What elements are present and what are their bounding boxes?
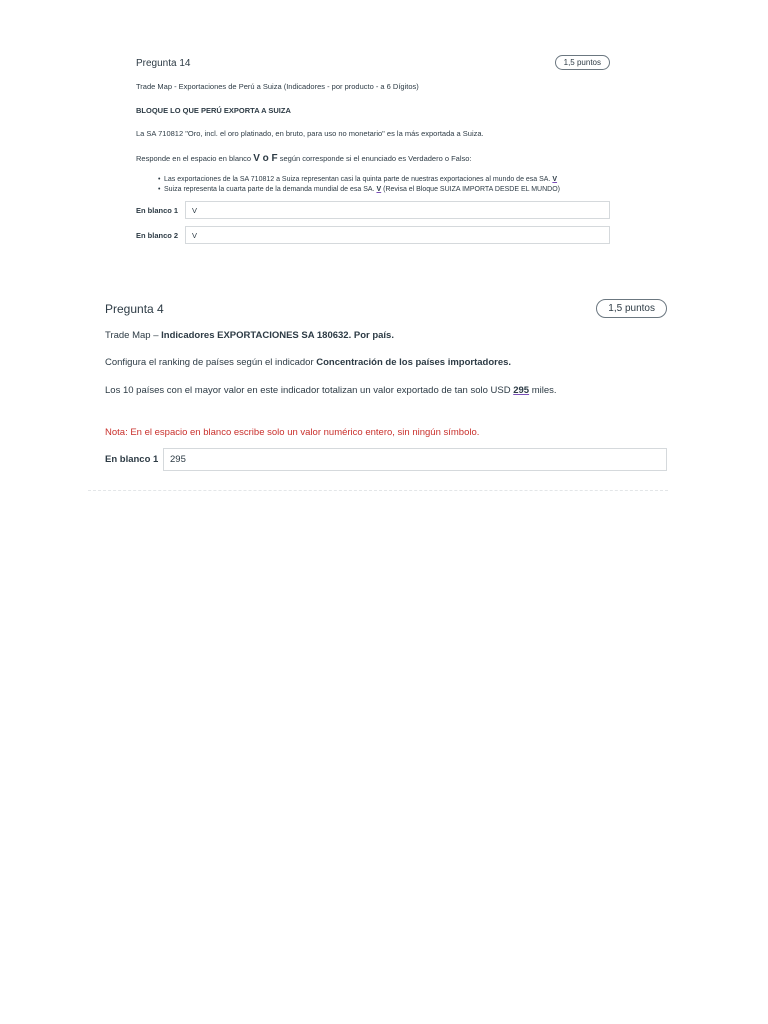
statement-item bbox=[158, 185, 588, 194]
question-line-1 bbox=[105, 330, 667, 342]
line3-answer: 295 bbox=[513, 384, 530, 396]
statement-text: Suiza representa la cuarta parte de la demanda mundial de esa SA. bbox=[164, 185, 375, 193]
question-line-3 bbox=[105, 385, 667, 397]
blank-input-1[interactable]: V bbox=[185, 201, 610, 219]
section-divider bbox=[88, 490, 668, 491]
statement-item bbox=[158, 175, 588, 184]
block-heading: BLOQUE LO QUE PERÚ EXPORTA A SUIZA bbox=[136, 105, 291, 115]
line2-text: Configura el ranking de países según el indicador bbox=[105, 357, 314, 369]
blank-row-2 bbox=[136, 226, 610, 244]
question-description: La SA 710812 "Oro, incl. el oro platinado, en bruto, para uso no monetario" es la más exportada a Suiza. bbox=[136, 128, 484, 138]
line2-bold: Concentración de los países importadores. bbox=[316, 357, 512, 369]
blank-input-1[interactable]: 295 bbox=[163, 448, 667, 471]
question-subtitle: Trade Map - Exportaciones de Perú a Suiza (Indicadores - por producto - a 6 Dígitos) bbox=[136, 82, 419, 91]
statement-answer: V bbox=[376, 185, 382, 193]
points-badge: 1,5 puntos bbox=[596, 299, 667, 318]
question-14-card bbox=[136, 52, 610, 244]
instruction-vf: V o F bbox=[253, 153, 278, 165]
question-note: Nota: En el espacio en blanco escribe solo un valor numérico entero, sin ningún símbolo. bbox=[105, 427, 480, 439]
statement-text: Las exportaciones de la SA 710812 a Suiza representan casi la quinta parte de nuestras exportaciones al mundo de esa SA. bbox=[164, 176, 551, 184]
line1-text: Trade Map – bbox=[105, 330, 159, 341]
statement-hint: (Revisa el Bloque SUIZA IMPORTA DESDE EL MUNDO) bbox=[383, 185, 560, 193]
question-line-2 bbox=[105, 357, 667, 369]
blank-label: En blanco 1 bbox=[136, 205, 179, 215]
statement-list bbox=[144, 175, 588, 194]
line3-post: miles. bbox=[531, 384, 557, 396]
instruction-post: según corresponde si el enunciado es Verdadero o Falso: bbox=[279, 154, 472, 164]
blank-row-1 bbox=[105, 448, 667, 471]
blank-label: En blanco 1 bbox=[105, 454, 159, 466]
blank-label: En blanco 2 bbox=[136, 230, 179, 240]
statement-answer: V bbox=[552, 176, 558, 184]
question-4-card bbox=[105, 296, 667, 471]
question-title: Pregunta 14 bbox=[136, 58, 191, 69]
question-instruction bbox=[136, 152, 610, 165]
blank-row-1 bbox=[136, 201, 610, 219]
line1-bold: Indicadores EXPORTACIONES SA 180632. Por país. bbox=[161, 330, 394, 341]
question-header bbox=[105, 296, 667, 320]
question-title: Pregunta 4 bbox=[105, 302, 164, 316]
instruction-pre: Responde en el espacio en blanco bbox=[136, 154, 252, 164]
points-badge: 1,5 puntos bbox=[555, 55, 610, 70]
question-header bbox=[136, 52, 610, 76]
line3-text: Los 10 países con el mayor valor en este indicador totalizan un valor exportado de tan solo USD bbox=[105, 384, 511, 396]
blank-input-2[interactable]: V bbox=[185, 226, 610, 244]
